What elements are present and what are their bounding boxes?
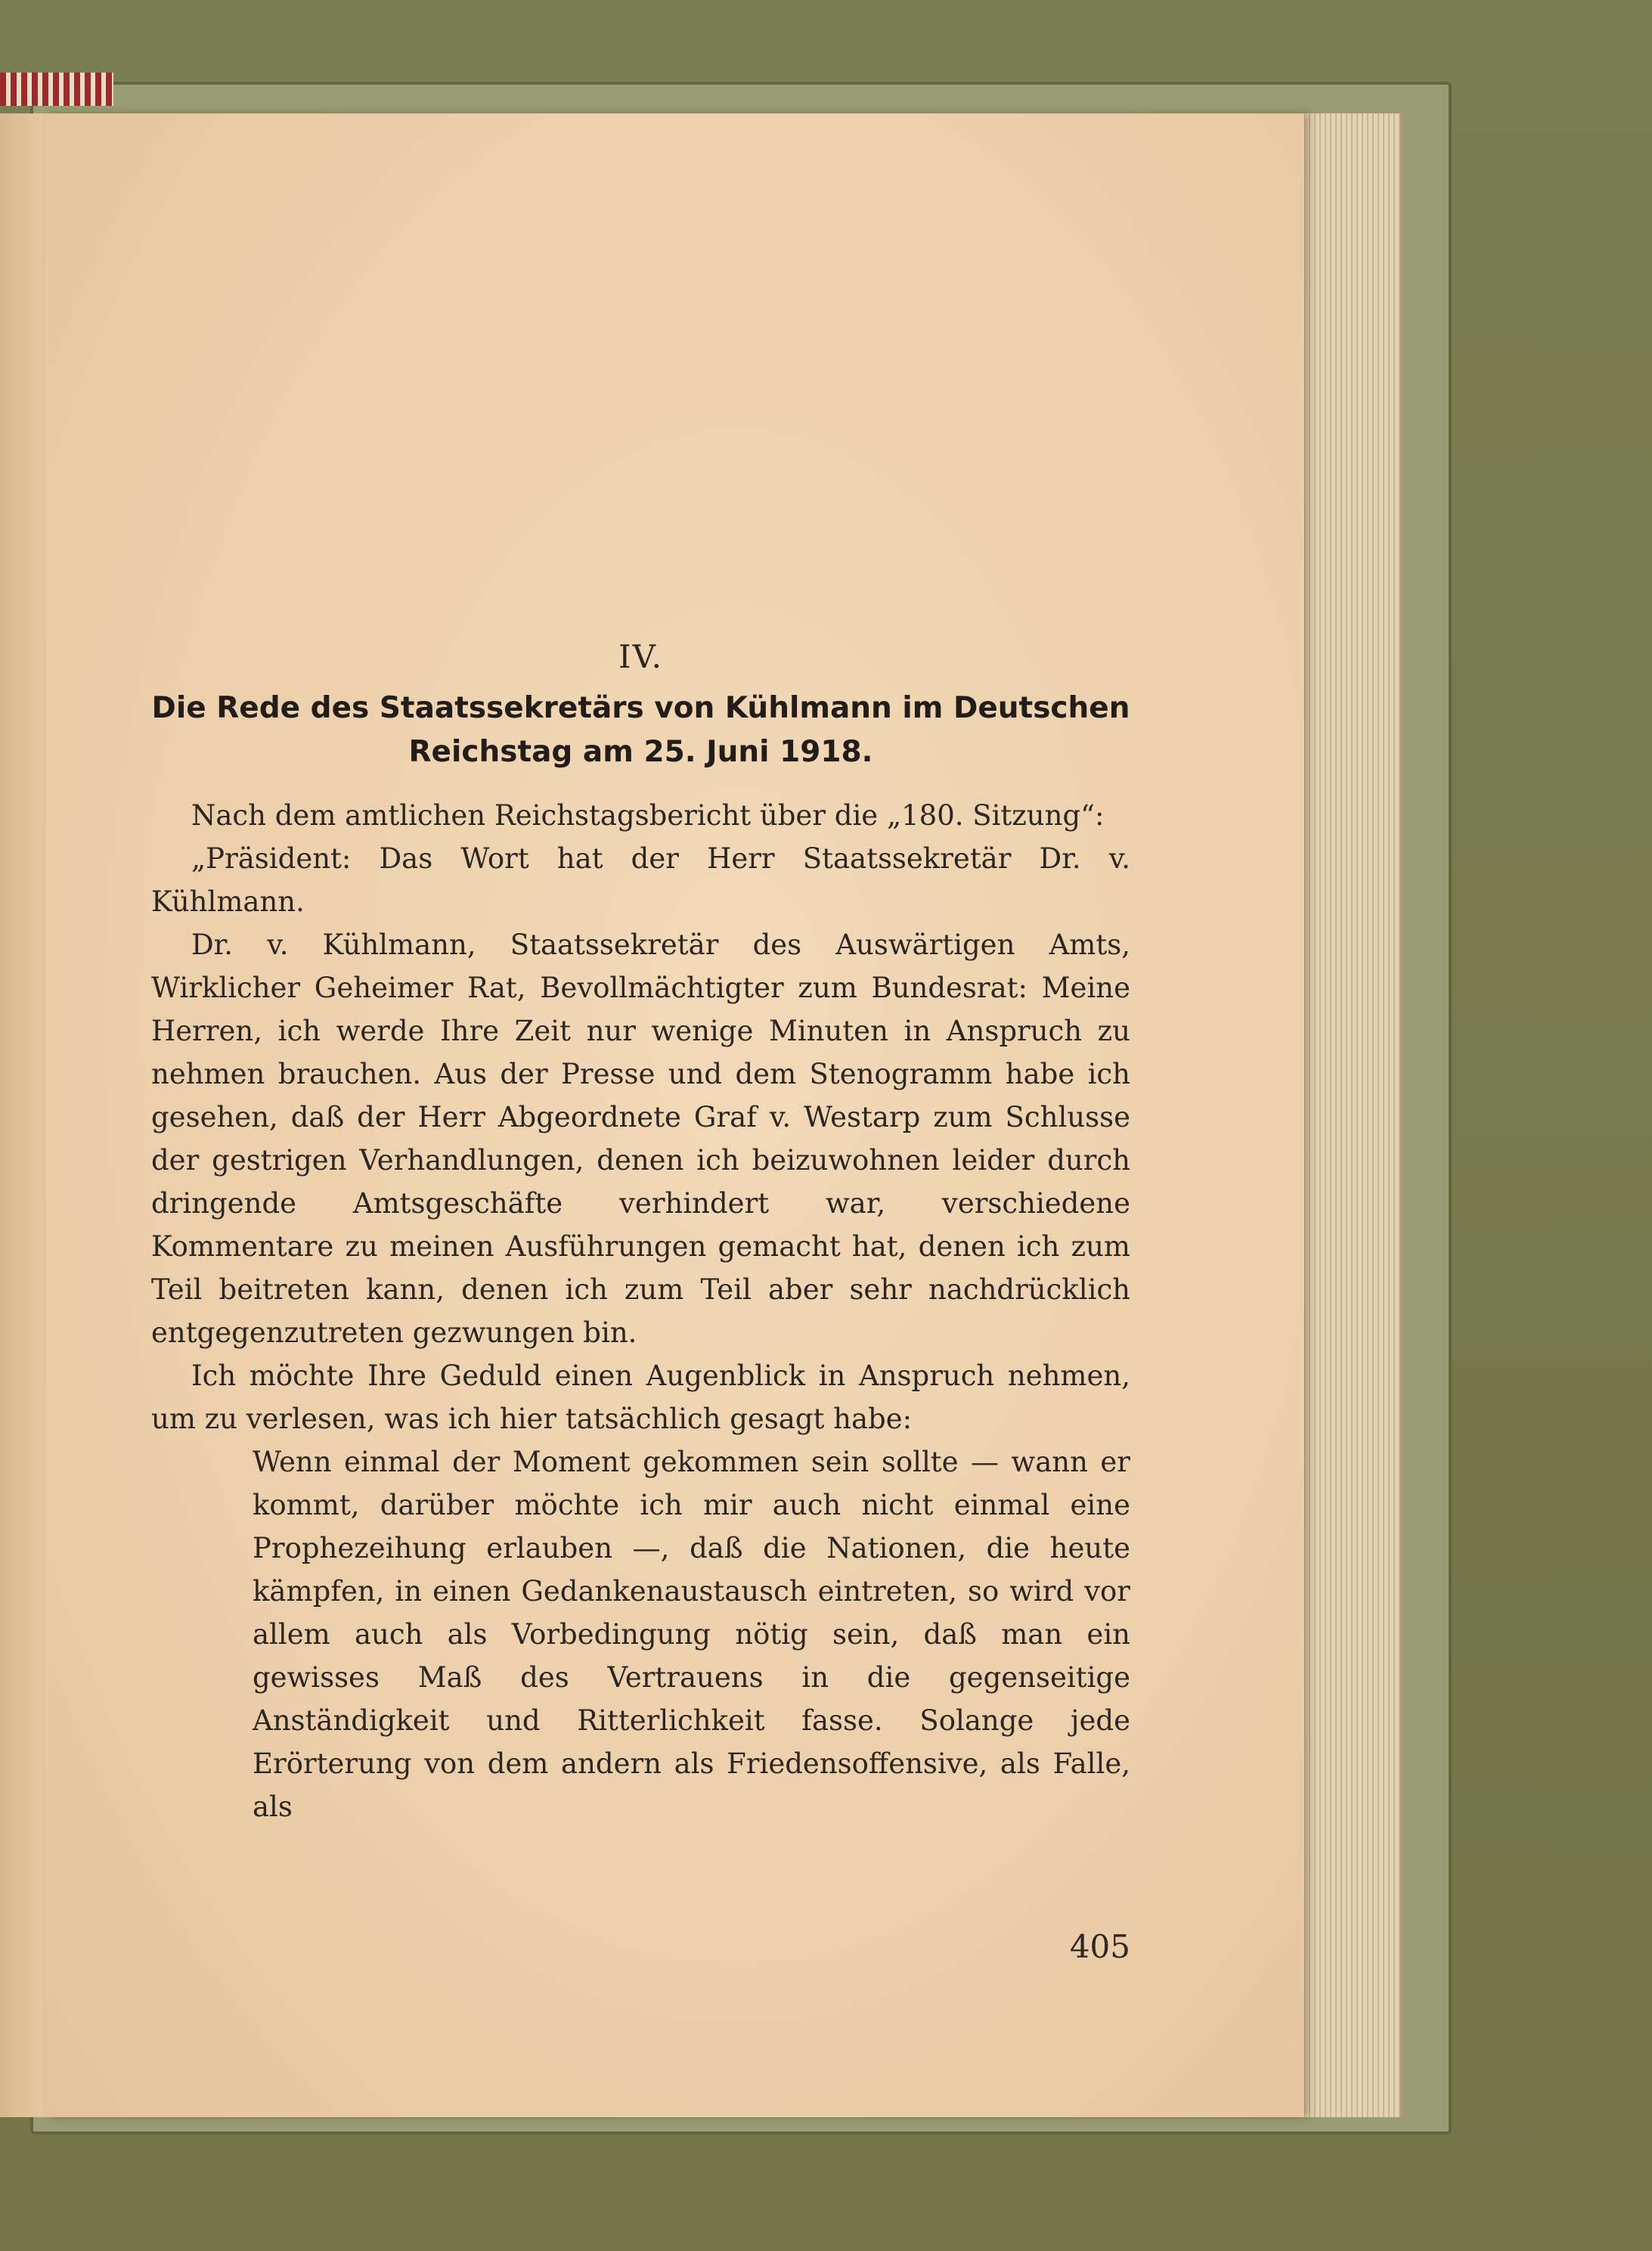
paragraph-president: „Präsident: Das Wort hat der Herr Staatssekretär Dr. v. Kühlmann. bbox=[151, 842, 1130, 918]
page-text bbox=[151, 635, 1130, 1828]
paragraph-kuehlmann: Dr. v. Kühlmann, Staatssekretär des Auswärtigen Amts, Wirklicher Geheimer Rat, Bevollmächtigter zum Bundesrat: Meine Herren, ich werde Ihre Zeit nur wenige Minuten in Anspruch zu nehmen brauchen. Aus der Presse und dem Stenogramm habe ich gesehen, daß der Herr Abgeordnete Graf v. Westarp zum Schlusse der gestrigen Verhandlungen, denen ich beizuwohnen leider durch dringende Amtsgeschäfte verhindert war, verschiedene Kommentare zu meinen Ausführungen gemacht hat, denen ich zum Teil beitreten kann, denen ich zum Teil aber sehr nachdrücklich entgegenzutreten gezwungen bin. bbox=[151, 929, 1130, 1349]
facing-page-edge bbox=[0, 113, 47, 2117]
page-number: 405 bbox=[1069, 1928, 1130, 1965]
chapter-numeral: IV. bbox=[618, 638, 663, 675]
chapter-title-line-2: Reichstag am 25. Juni 1918. bbox=[408, 735, 873, 769]
chapter-title bbox=[151, 687, 1130, 774]
paragraph-patience: Ich möchte Ihre Geduld einen Augenblick in Anspruch nehmen, um zu verlesen, was ich hier tatsächlich gesagt habe: bbox=[151, 1360, 1130, 1435]
book-headband bbox=[0, 73, 113, 106]
block-quote: Wenn einmal der Moment gekommen sein sollte — wann er kommt, darüber möchte ich mir auch nicht einmal eine Prophezeihung erlauben —, daß die Nationen, die heute kämpfen, in einen Gedankenaustausch eintreten, so wird vor allem auch als Vorbedingung nötig sein, daß man ein gewisses Maß des Vertrauens in die gegenseitige Anständigkeit und Ritterlichkeit fasse. Solange jede Erörterung von dem andern als Friedensoffensive, als Falle, als bbox=[253, 1446, 1130, 1823]
page-edges bbox=[1294, 113, 1403, 2117]
chapter-title-line-1: Die Rede des Staatssekretärs von Kühlmann im Deutschen bbox=[151, 691, 1130, 725]
paragraph-intro: Nach dem amtlichen Reichstagsbericht über die „180. Sitzung“: bbox=[191, 799, 1105, 832]
